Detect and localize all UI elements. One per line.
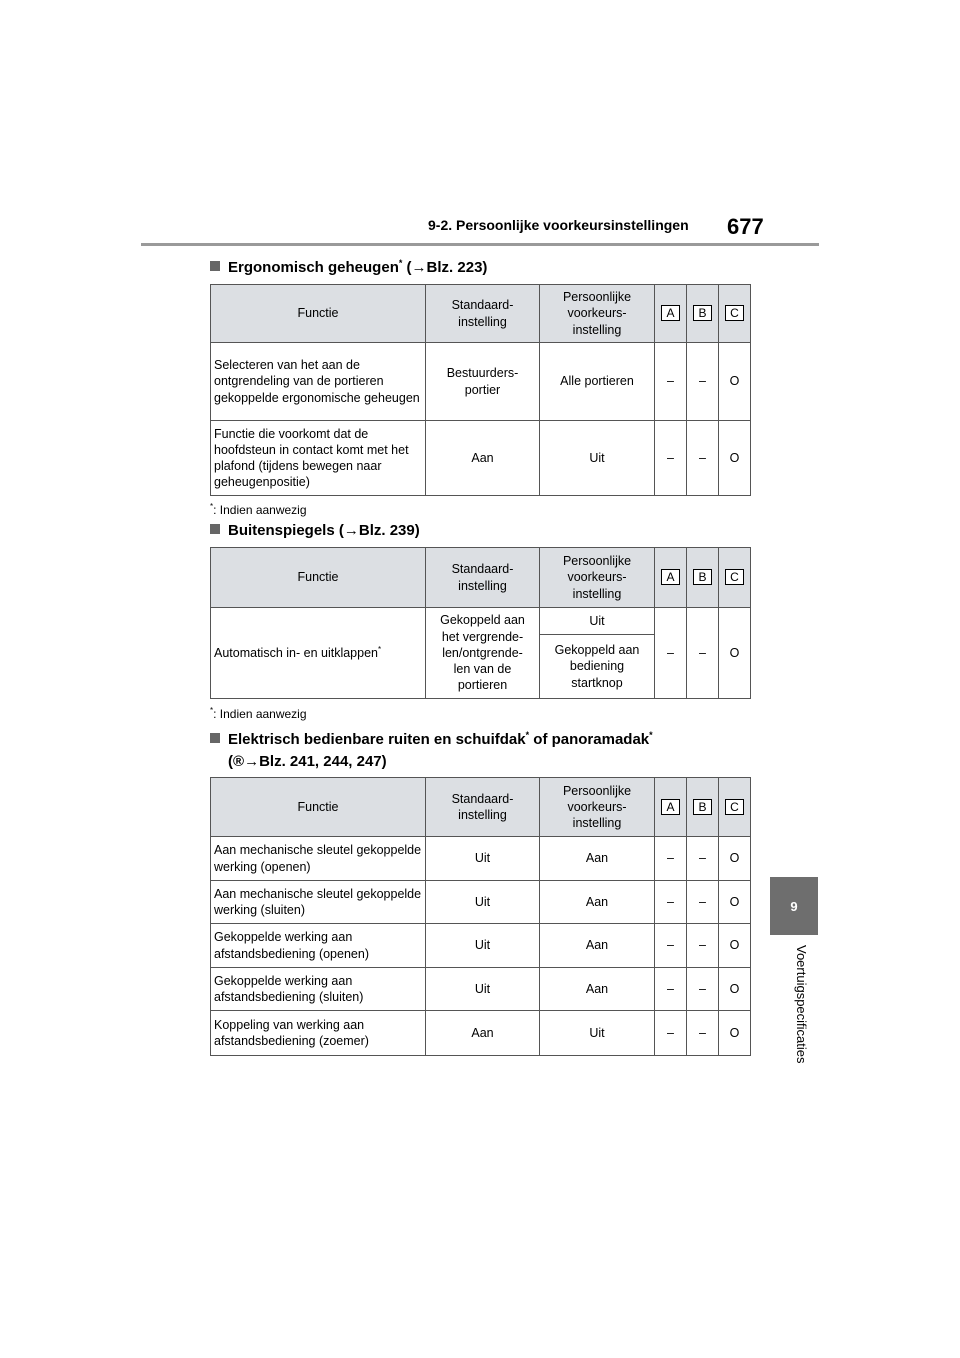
cell-a: – (655, 421, 687, 496)
cell-personal: Alle portieren (540, 343, 655, 421)
header-default: Standaard- instelling (426, 285, 540, 343)
cell-c: O (719, 881, 751, 924)
arrow-icon: → (244, 753, 260, 770)
cell-a: – (655, 1011, 687, 1056)
cell-personal: Uit (540, 421, 655, 496)
section-title: Ergonomisch geheugen (228, 259, 399, 276)
cell-function: Aan mechanische sleutel gekoppelde werking (openen) (211, 837, 426, 881)
cell-personal: Gekoppeld aan bediening startknop (540, 635, 655, 699)
cell-default: Bestuurders- portier (426, 343, 540, 421)
section-heading-mirrors (210, 522, 420, 539)
header-function: Functie (211, 285, 426, 343)
page-reference: Blz. 239) (358, 522, 420, 539)
cell-c: O (719, 968, 751, 1011)
cell-a: – (655, 608, 687, 699)
table-row (211, 924, 751, 968)
header-c: C (719, 548, 751, 608)
table-row (211, 1011, 751, 1056)
header-c: C (719, 285, 751, 343)
cell-c: O (719, 837, 751, 881)
cell-b: – (687, 1011, 719, 1056)
cell-personal: Aan (540, 881, 655, 924)
cell-default: Gekoppeld aan het vergrende- len/ontgrende- len van de portieren (426, 608, 540, 699)
asterisk-mark: * (398, 258, 403, 268)
table-row (211, 608, 751, 635)
windows-table (210, 777, 751, 1056)
chapter-tab-number: 9 (770, 877, 818, 935)
cell-personal: Uit (540, 608, 655, 635)
asterisk-mark: * (525, 730, 530, 740)
chapter-tab-label: Voertuigspecificaties (794, 945, 809, 1064)
cell-c: O (719, 608, 751, 699)
cell-default: Uit (426, 881, 540, 924)
section-title: Elektrisch bedienbare ruiten en schuifdak (228, 731, 526, 748)
section-title-continued: of panoramadak (529, 731, 650, 748)
footnote (210, 502, 307, 517)
cell-default: Aan (426, 1011, 540, 1056)
cell-b: – (687, 968, 719, 1011)
cell-function: Koppeling van werking aan afstandsbediening (zoemer) (211, 1011, 426, 1056)
cell-c: O (719, 421, 751, 496)
ref-open: ( (334, 522, 344, 539)
cell-personal: Aan (540, 968, 655, 1011)
header-a: A (655, 548, 687, 608)
table-row (211, 837, 751, 881)
footnote-mark: * (210, 706, 214, 715)
footnote-text: : Indien aanwezig (213, 503, 307, 517)
header-function: Functie (211, 548, 426, 608)
cell-default: Uit (426, 968, 540, 1011)
cell-c: O (719, 343, 751, 421)
header-default: Standaard- instelling (426, 778, 540, 837)
section-reference-line (228, 753, 387, 770)
header-b: B (687, 285, 719, 343)
cell-a: – (655, 924, 687, 968)
arrow-icon: → (411, 259, 427, 276)
cell-function: Gekoppelde werking aan afstandsbediening (sluiten) (211, 968, 426, 1011)
page-reference: Blz. 223) (426, 259, 488, 276)
footnote-mark: * (210, 502, 214, 511)
cell-default: Uit (426, 924, 540, 968)
cell-default: Aan (426, 421, 540, 496)
footnote-text: : Indien aanwezig (213, 707, 307, 721)
header-b: B (687, 778, 719, 837)
cell-a: – (655, 837, 687, 881)
table-row (211, 881, 751, 924)
header-personal: Persoonlijke voorkeurs- instelling (540, 285, 655, 343)
ref-prefix: (® (228, 753, 245, 770)
cell-default: Uit (426, 837, 540, 881)
page-reference: Blz. 241, 244, 247) (259, 753, 387, 770)
cell-b: – (687, 924, 719, 968)
cell-personal: Uit (540, 1011, 655, 1056)
section-title: Buitenspiegels (228, 522, 335, 539)
asterisk-mark: * (649, 730, 653, 740)
cell-personal: Aan (540, 924, 655, 968)
header-a: A (655, 285, 687, 343)
cell-b: – (687, 837, 719, 881)
mirrors-table (210, 547, 751, 699)
header-b: B (687, 548, 719, 608)
cell-b: – (687, 608, 719, 699)
section-heading-windows (210, 730, 653, 748)
cell-function: Functie die voorkomt dat de hoofdsteun in contact komt met het plafond (tijdens bewegen naar geheugenpositie) (211, 421, 426, 496)
page-number: 677 (727, 214, 764, 239)
ergonomic-memory-table (210, 284, 751, 496)
cell-a: – (655, 881, 687, 924)
footnote (210, 706, 307, 721)
square-bullet-icon (210, 524, 220, 534)
ref-open: ( (402, 259, 412, 276)
arrow-icon: → (343, 522, 359, 539)
cell-function: Gekoppelde werking aan afstandsbediening (openen) (211, 924, 426, 968)
cell-function: Selecteren van het aan de ontgrendeling van de portieren gekoppelde ergonomische geheugen (211, 343, 426, 421)
header-divider (141, 243, 819, 246)
table-row (211, 343, 751, 421)
header-c: C (719, 778, 751, 837)
square-bullet-icon (210, 733, 220, 743)
table-row (211, 421, 751, 496)
header-function: Functie (211, 778, 426, 837)
cell-c: O (719, 924, 751, 968)
cell-function: Automatisch in- en uitklappen* (211, 608, 426, 699)
cell-b: – (687, 881, 719, 924)
header-a: A (655, 778, 687, 837)
header-personal: Persoonlijke voorkeurs- instelling (540, 548, 655, 608)
cell-a: – (655, 343, 687, 421)
cell-b: – (687, 421, 719, 496)
cell-a: – (655, 968, 687, 1011)
section-header-title: 9-2. Persoonlijke voorkeursinstellingen (428, 217, 689, 233)
asterisk-mark: * (377, 644, 382, 654)
header-default: Standaard- instelling (426, 548, 540, 608)
cell-function: Aan mechanische sleutel gekoppelde werking (sluiten) (211, 881, 426, 924)
section-heading-ergonomic-memory (210, 258, 487, 276)
table-row (211, 968, 751, 1011)
cell-c: O (719, 1011, 751, 1056)
cell-b: – (687, 343, 719, 421)
header-personal: Persoonlijke voorkeurs- instelling (540, 778, 655, 837)
square-bullet-icon (210, 261, 220, 271)
cell-personal: Aan (540, 837, 655, 881)
